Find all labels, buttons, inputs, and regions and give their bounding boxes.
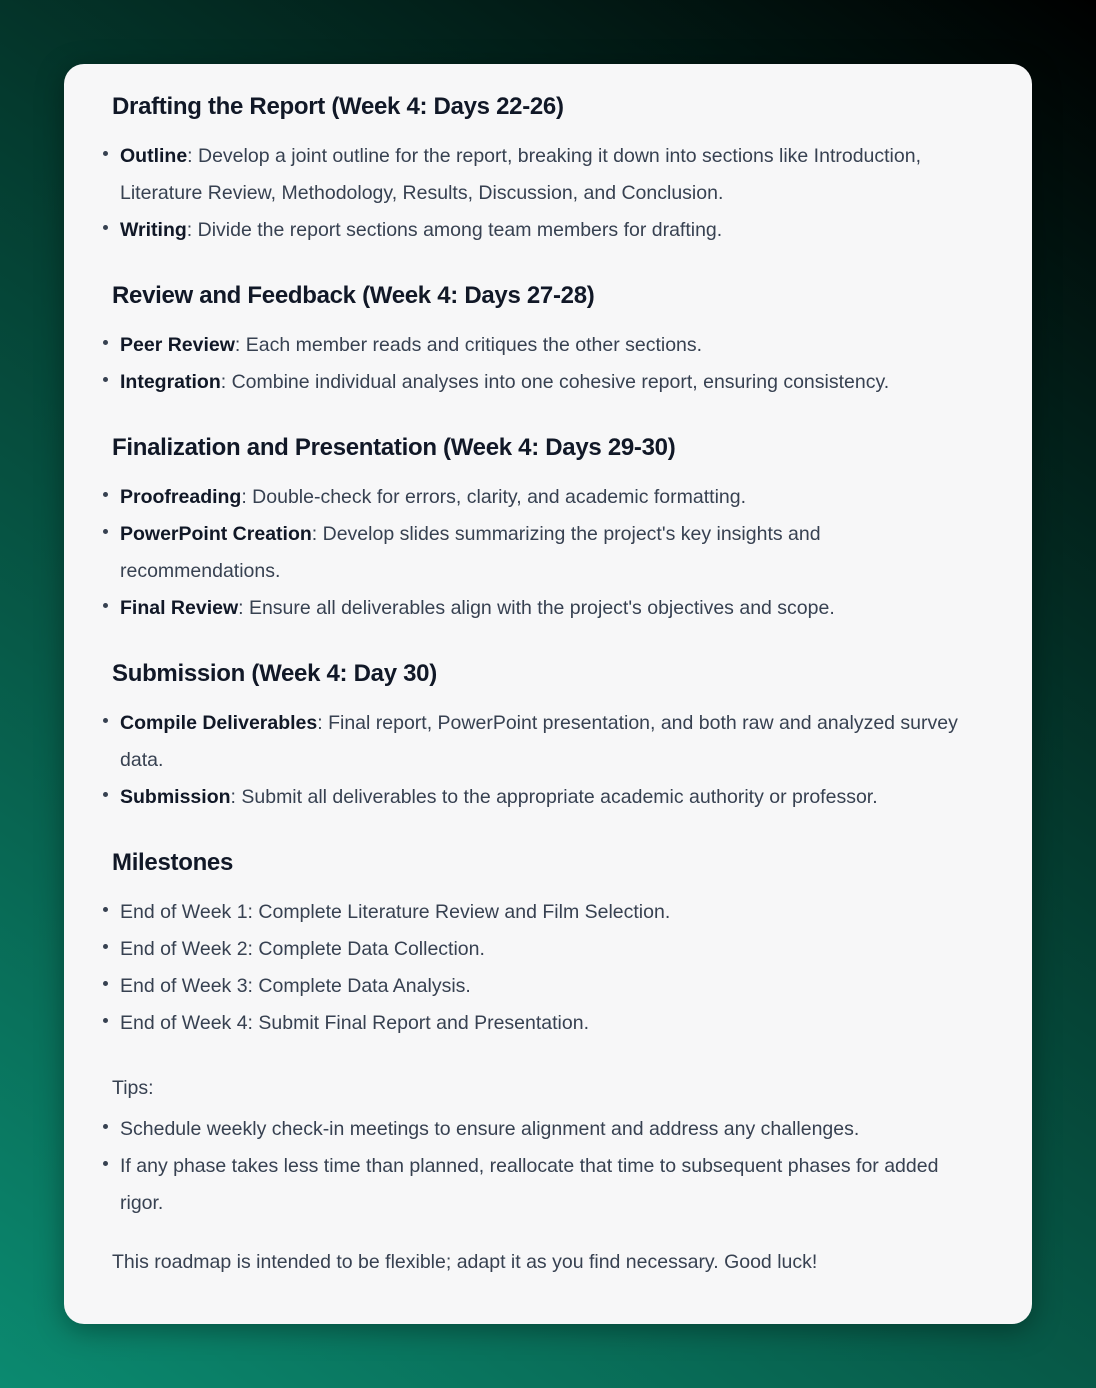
list-item — [112, 212, 984, 249]
bullet-list — [112, 327, 984, 401]
section-submission — [112, 657, 984, 816]
section-milestones — [112, 846, 984, 1042]
closing-paragraph: This roadmap is intended to be flexible; adapt it as you find necessary. Good luck! — [112, 1251, 818, 1273]
tips-label: Tips: — [112, 1077, 154, 1099]
item-label: Compile Deliverables — [120, 712, 318, 734]
item-text: Schedule weekly check-in meetings to ensure alignment and address any challenges. — [120, 1118, 860, 1140]
bullet-list — [112, 705, 984, 816]
item-text: End of Week 3: Complete Data Analysis. — [120, 975, 471, 997]
tips-section — [112, 1070, 984, 1222]
list-item — [112, 590, 984, 627]
list-item — [112, 479, 984, 516]
item-label: Peer Review — [120, 334, 235, 356]
list-item — [112, 968, 984, 1005]
bullet-list — [112, 138, 984, 249]
item-label: Integration — [120, 371, 221, 393]
item-text: End of Week 1: Complete Literature Review and Film Selection. — [120, 901, 671, 923]
list-item — [112, 516, 984, 590]
list-item — [112, 1148, 984, 1222]
section-heading: Finalization and Presentation (Week 4: Days 29-30) — [112, 434, 676, 461]
list-item — [112, 931, 984, 968]
list-item — [112, 138, 984, 212]
item-text: : Divide the report sections among team members for drafting. — [186, 219, 723, 241]
item-text: If any phase takes less time than planned, reallocate that time to subsequent phases for added rigor. — [120, 1155, 939, 1214]
list-item — [112, 364, 984, 401]
bullet-list — [112, 479, 984, 627]
section-finalization — [112, 431, 984, 627]
list-item — [112, 327, 984, 364]
section-heading: Review and Feedback (Week 4: Days 27-28) — [112, 282, 595, 309]
item-label: Proofreading — [120, 486, 242, 508]
item-text: : Ensure all deliverables align with the project's objectives and scope. — [238, 597, 835, 619]
chat-message-card — [64, 64, 1032, 1324]
list-item — [112, 894, 984, 931]
bullet-list — [112, 894, 984, 1042]
item-label: Outline — [120, 145, 188, 167]
list-item — [112, 705, 984, 779]
item-label: Submission — [120, 786, 231, 808]
item-text: : Final report, PowerPoint presentation, and both raw and analyzed survey data. — [120, 712, 958, 771]
bullet-list — [112, 1111, 984, 1222]
item-label: Final Review — [120, 597, 239, 619]
item-text: : Develop a joint outline for the report, breaking it down into sections like Introduction, Literature Review, Methodology, Results, Discussion, and Conclusion. — [120, 145, 922, 204]
item-text: : Combine individual analyses into one cohesive report, ensuring consistency. — [220, 371, 890, 393]
list-item — [112, 1005, 984, 1042]
item-text: : Submit all deliverables to the appropriate academic authority or professor. — [230, 786, 878, 808]
item-text: : Each member reads and critiques the other sections. — [234, 334, 703, 356]
item-text: : Develop slides summarizing the project's key insights and recommendations. — [120, 523, 821, 582]
item-text: End of Week 4: Submit Final Report and Presentation. — [120, 1012, 589, 1034]
item-label: PowerPoint Creation — [120, 523, 312, 545]
section-heading: Submission (Week 4: Day 30) — [112, 660, 437, 687]
list-item — [112, 1111, 984, 1148]
section-drafting — [112, 90, 984, 249]
section-heading: Drafting the Report (Week 4: Days 22-26) — [112, 93, 564, 120]
section-review — [112, 279, 984, 401]
item-label: Writing — [120, 219, 187, 241]
item-text: End of Week 2: Complete Data Collection. — [120, 938, 485, 960]
item-text: : Double-check for errors, clarity, and academic formatting. — [241, 486, 747, 508]
section-heading: Milestones — [112, 849, 234, 876]
list-item — [112, 779, 984, 816]
